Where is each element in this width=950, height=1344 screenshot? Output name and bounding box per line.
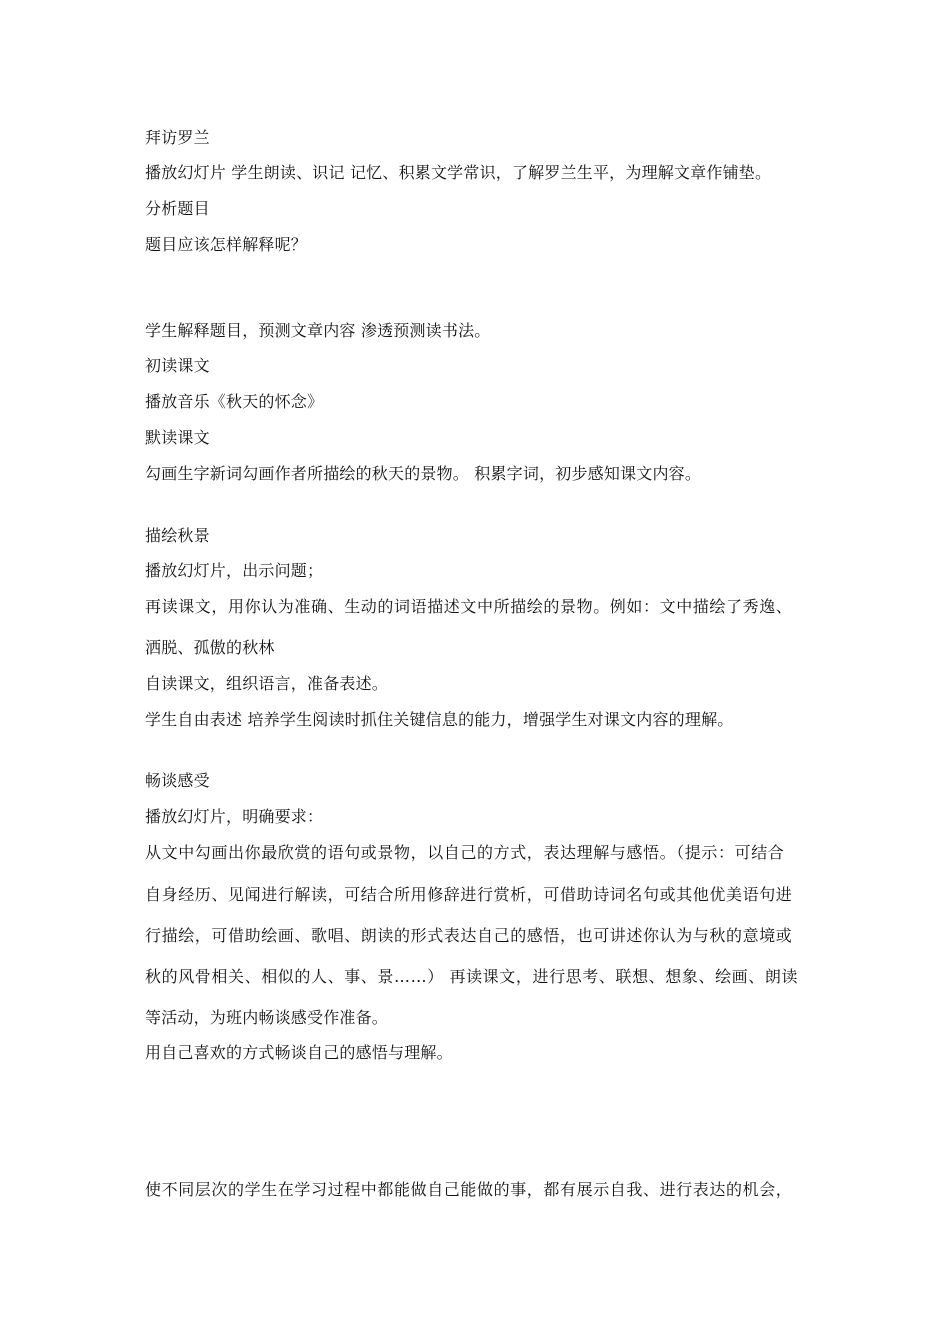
paragraph-line: 学生解释题目，预测文章内容 渗透预测读书法。: [145, 321, 491, 340]
heading-share-feelings: 畅谈感受: [145, 771, 210, 790]
paragraph-line: 播放幻灯片，出示问题；: [145, 561, 324, 580]
paragraph-line: 学生自由表述 培养学生阅读时抓住关键信息的能力，增强学生对课文内容的理解。: [145, 710, 734, 729]
heading-silent-reading: 默读课文: [145, 428, 210, 447]
paragraph-line: 自读课文，组织语言，准备表述。: [145, 674, 389, 693]
paragraph-line: 再读课文，用你认为准确、生动的词语描述文中所描绘的景物。例如：文中描绘了秀逸、: [145, 597, 793, 616]
heading-first-reading: 初读课文: [145, 356, 210, 375]
paragraph-line: 从文中勾画出你最欣赏的语句或景物，以自己的方式，表达理解与感悟。（提示：可结合: [145, 843, 785, 862]
paragraph-line: 勾画生字新词勾画作者所描绘的秋天的景物。 积累字词，初步感知课文内容。: [145, 464, 702, 483]
paragraph-line: 洒脱、孤傲的秋林: [145, 638, 275, 657]
paragraph-line: 等活动，为班内畅谈感受作准备。: [145, 1008, 389, 1027]
heading-visit-rolland: 拜访罗兰: [145, 128, 210, 147]
paragraph-line: 秋的风骨相关、相似的人、事、景……） 再读课文，进行思考、联想、想象、绘画、朗读: [145, 967, 799, 986]
heading-analyze-title: 分析题目: [145, 199, 210, 218]
paragraph-line: 播放音乐《秋天的怀念》: [145, 392, 324, 411]
paragraph-line: 播放幻灯片 学生朗读、识记 记忆、积累文学常识，了解罗兰生平，为理解文章作铺垫。: [145, 163, 772, 182]
heading-depict-autumn: 描绘秋景: [145, 526, 210, 545]
paragraph-line: 自身经历、见闻进行解读，可结合所用修辞进行赏析，可借助诗词名句或其他优美语句进: [145, 885, 793, 904]
paragraph-line: 用自己喜欢的方式畅谈自己的感悟与理解。: [145, 1043, 453, 1062]
paragraph-line: 行描绘，可借助绘画、歌唱、朗读的形式表达自己的感悟，也可讲述你认为与秋的意境或: [145, 926, 793, 945]
paragraph-line: 使不同层次的学生在学习过程中都能做自己能做的事，都有展示自我、进行表达的机会，: [145, 1180, 793, 1199]
paragraph-line: 题目应该怎样解释呢？: [145, 235, 308, 254]
paragraph-line: 播放幻灯片，明确要求：: [145, 807, 324, 826]
